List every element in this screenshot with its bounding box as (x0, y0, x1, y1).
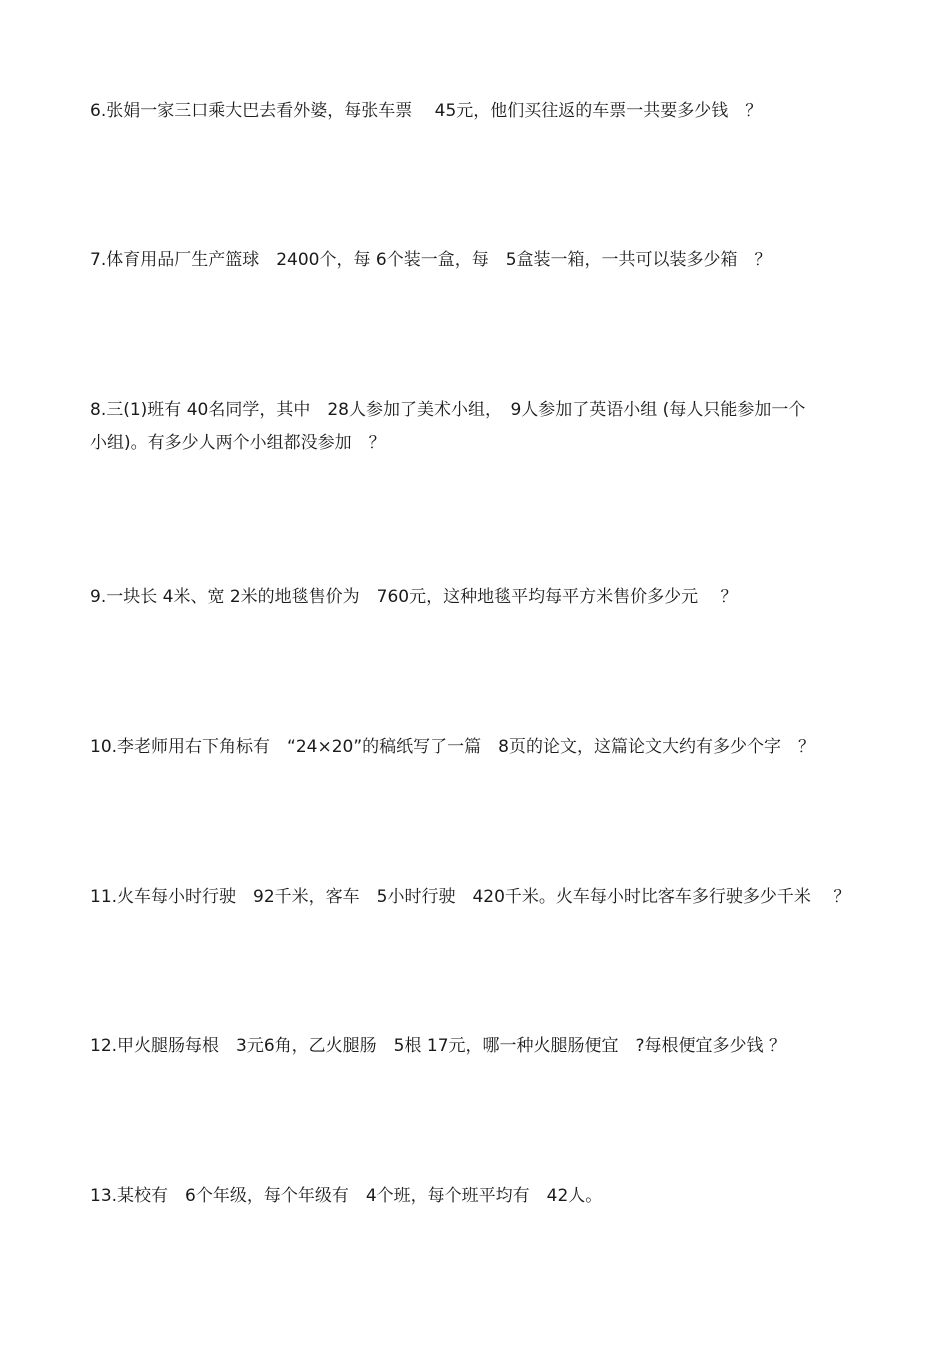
question-8 (90, 394, 870, 460)
question-13 (90, 1180, 870, 1213)
question-9 (90, 581, 870, 614)
question-text: 12.甲火腿肠每根 3元6角，乙火腿肠 5根 17元，哪一种火腿肠便宜 ?每根便宜多少钱 ？ (90, 1036, 786, 1056)
question-11 (90, 881, 870, 914)
question-text-line-1: 8.三(1)班有 40名同学，其中 28人参加了美术小组， 9人参加了英语小组 (每人只能参加一个 (90, 400, 806, 420)
question-6 (90, 95, 870, 128)
question-12 (90, 1030, 870, 1063)
question-10 (90, 731, 870, 764)
question-text-line-2: 小组)。有多少人两个小组都没参加 ？ (90, 433, 386, 453)
question-text: 7.体育用品厂生产篮球 2400个，每 6个装一盒，每 5盒装一箱，一共可以装多少箱 ？ (90, 250, 772, 270)
question-text: 6.张娟一家三口乘大巴去看外婆，每张车票 45元，他们买往返的车票一共要多少钱 ？ (90, 101, 763, 121)
question-text: 10.李老师用右下角标有 “24×20”的稿纸写了一篇 8页的论文，这篇论文大约有多少个字 ？ (90, 737, 815, 757)
question-text: 13.某校有 6个年级，每个年级有 4个班，每个班平均有 42人。 (90, 1186, 603, 1206)
question-text: 9.一块长 4米、宽 2米的地毯售价为 760元，这种地毯平均每平方米售价多少元 ？ (90, 587, 738, 607)
question-7 (90, 244, 870, 277)
question-text: 11.火车每小时行驶 92千米，客车 5小时行驶 420千米。火车每小时比客车多行驶多少千米 ？ (90, 887, 851, 907)
